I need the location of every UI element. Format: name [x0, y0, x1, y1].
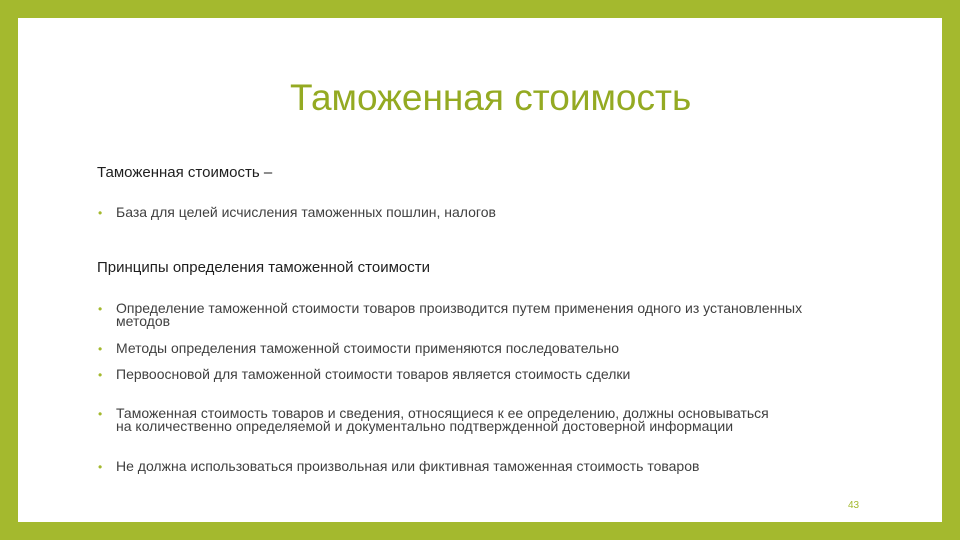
list-item [97, 342, 837, 355]
list-item-text: База для целей исчисления таможенных пошлин, налогов [116, 204, 496, 220]
principles-heading: Принципы определения таможенной стоимости [97, 259, 430, 276]
bullet-icon: • [98, 460, 103, 474]
definition-list [97, 206, 837, 219]
list-item-text: Таможенная стоимость товаров и сведения, относящиеся к ее определению, должны основываться на количественно определяемой и документально подтвержденной достоверной информации [116, 405, 769, 434]
bullet-icon: • [98, 342, 103, 356]
list-item-text: Не должна использоваться произвольная или фиктивная таможенная стоимость товаров [116, 458, 700, 474]
definition-heading: Таможенная стоимость – [97, 164, 273, 181]
list-item-text: Первоосновой для таможенной стоимости товаров является стоимость сделки [116, 366, 631, 382]
principles-list [97, 302, 837, 381]
list-item-text: Методы определения таможенной стоимости применяются последовательно [116, 340, 620, 356]
slide-title: Таможенная стоимость [290, 77, 692, 118]
bullet-icon: • [98, 302, 103, 316]
page-number: 43 [848, 500, 860, 511]
bullet-icon: • [98, 206, 103, 220]
requirements-list [97, 407, 787, 473]
bullet-icon: • [98, 407, 103, 421]
list-item [97, 206, 837, 219]
list-item [97, 302, 837, 328]
bullet-icon: • [98, 368, 103, 382]
list-item [97, 460, 787, 473]
list-item [97, 407, 787, 446]
list-item-text: Определение таможенной стоимости товаров производится путем применения одного из установленных методов [116, 300, 803, 329]
list-item [97, 368, 837, 381]
